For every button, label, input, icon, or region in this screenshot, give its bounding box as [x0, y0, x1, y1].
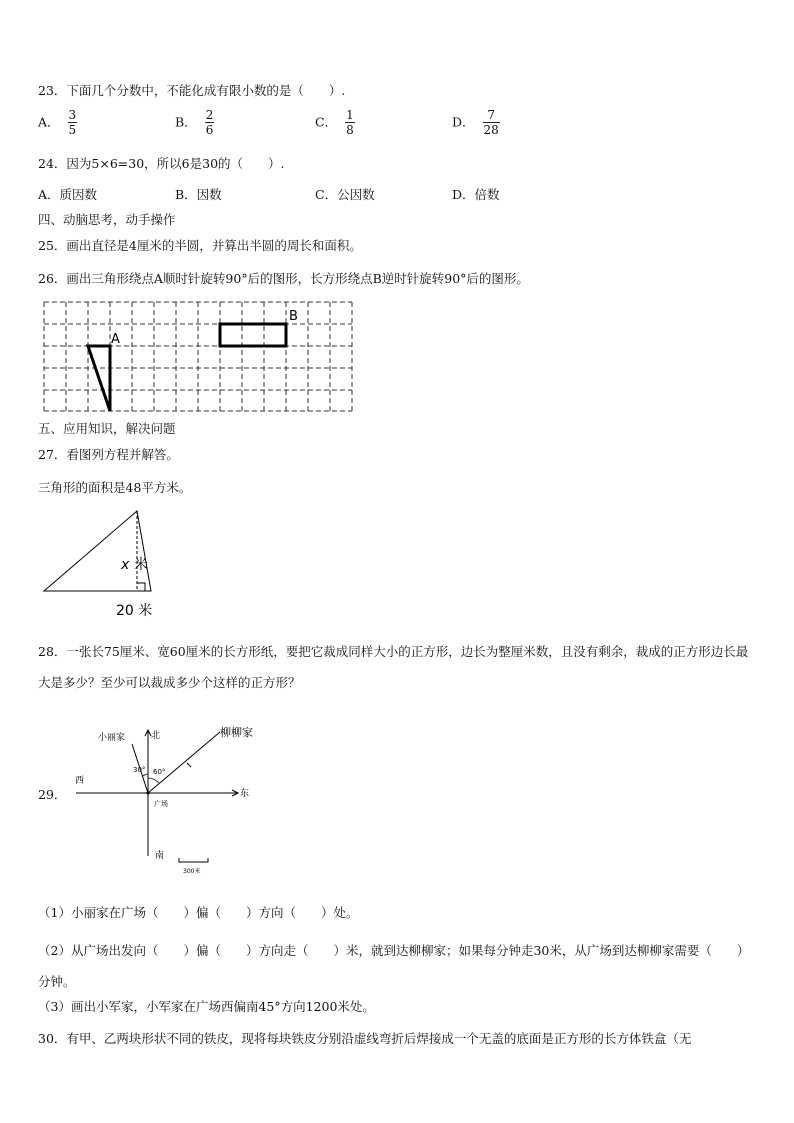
fraction [205, 108, 215, 137]
angle-a-label: 30° [133, 766, 146, 774]
point-a-label: A [111, 332, 120, 347]
option-letter: A． [38, 114, 60, 130]
q27-stem: 27．看图列方程并解答。 [38, 447, 179, 462]
point-b-label: B [289, 309, 298, 324]
q24-option-c[interactable]: C．公因数 [315, 187, 375, 202]
right-angle-mark [137, 583, 145, 591]
numerator: 7 [483, 108, 500, 123]
ray-tick [187, 763, 191, 767]
triangle-outline [44, 511, 151, 591]
north-label: 北 [151, 731, 161, 741]
scale-bar [179, 858, 208, 862]
angle-arc-b [148, 778, 159, 783]
q23-option-d[interactable] [452, 108, 500, 137]
q23-option-b[interactable] [175, 108, 214, 137]
denominator: 5 [68, 123, 77, 137]
q29-part-1: （1）小丽家在广场（ ）偏（ ）方向（ ）处。 [38, 905, 359, 920]
fraction [345, 108, 355, 137]
q23-stem: 23．下面几个分数中，不能化成有限小数的是（ ）. [38, 83, 346, 98]
q26-grid-figure [40, 300, 356, 414]
section-heading-4: 四、动脑思考，动手操作 [38, 212, 176, 227]
option-letter: B． [175, 114, 197, 130]
height-unit: 米 [134, 557, 148, 573]
q27-triangle-figure [38, 505, 168, 623]
q23-option-a[interactable] [38, 108, 77, 137]
fraction [483, 108, 500, 137]
q29-part-2: （2）从广场出发向（ ）偏（ ）方向走（ ）米，就到达柳柳家；如果每分钟走30米，从广场到达柳柳家需要（ ）分钟。 [38, 943, 750, 989]
west-label: 西 [75, 776, 85, 786]
south-label: 南 [155, 851, 165, 861]
q30-stem: 30．有甲、乙两块形状不同的铁皮，现将每块铁皮分别沿虚线弯折后焊接成一个无盖的底面是正方形的长方体铁盒（无 [38, 1031, 692, 1046]
option-letter: C． [315, 114, 338, 130]
q29-direction-map [70, 718, 270, 880]
q25-stem: 25．画出直径是4厘米的半圆，并算出半圆的周长和面积。 [38, 238, 362, 253]
option-letter: D． [452, 114, 475, 130]
q29-part-3: （3）画出小军家，小军家在广场西偏南45°方向1200米处。 [38, 999, 375, 1014]
numerator: 3 [68, 108, 77, 122]
center-point [147, 792, 150, 795]
numerator: 2 [205, 108, 214, 122]
home-b-label: 柳柳家 [220, 726, 253, 739]
triangle-shape [88, 346, 110, 411]
denominator: 6 [205, 123, 214, 137]
east-label: 东 [240, 789, 250, 799]
angle-b-label: 60° [153, 768, 166, 776]
section-heading-5: 五、应用知识，解决问题 [38, 421, 176, 436]
q26-stem: 26．画出三角形绕点A顺时针旋转90°后的图形，长方形绕点B逆时针旋转90°后的图形。 [38, 271, 529, 286]
scale-label: 300米 [183, 868, 201, 875]
q24-stem: 24．因为5×6=30，所以6是30的（ ）. [38, 156, 285, 171]
q23-option-c[interactable] [315, 108, 355, 137]
angle-arc-a [143, 774, 148, 776]
ray-to-liuliu [148, 732, 220, 793]
center-label: 广场 [154, 800, 168, 808]
rectangle-shape [220, 324, 286, 346]
home-a-label: 小丽家 [98, 733, 126, 743]
height-variable: x [121, 557, 130, 573]
q24-option-b[interactable]: B．因数 [175, 187, 222, 202]
base-label: 20 米 [116, 603, 153, 619]
numerator: 1 [346, 108, 354, 122]
fraction [68, 108, 78, 137]
denominator: 8 [346, 123, 354, 137]
q27-area-text: 三角形的面积是48平方米。 [38, 480, 192, 495]
q24-option-a[interactable]: A．质因数 [38, 187, 98, 202]
q28-stem: 28．一张长75厘米、宽60厘米的长方形纸，要把它裁成同样大小的正方形，边长为整厘米数，且没有剩余，裁成的正方形边长最大是多少？至少可以裁成多少个这样的正方形？ [38, 644, 749, 690]
q29-number: 29． [38, 787, 67, 802]
q24-option-d[interactable]: D．倍数 [452, 187, 500, 202]
denominator: 28 [483, 123, 499, 137]
